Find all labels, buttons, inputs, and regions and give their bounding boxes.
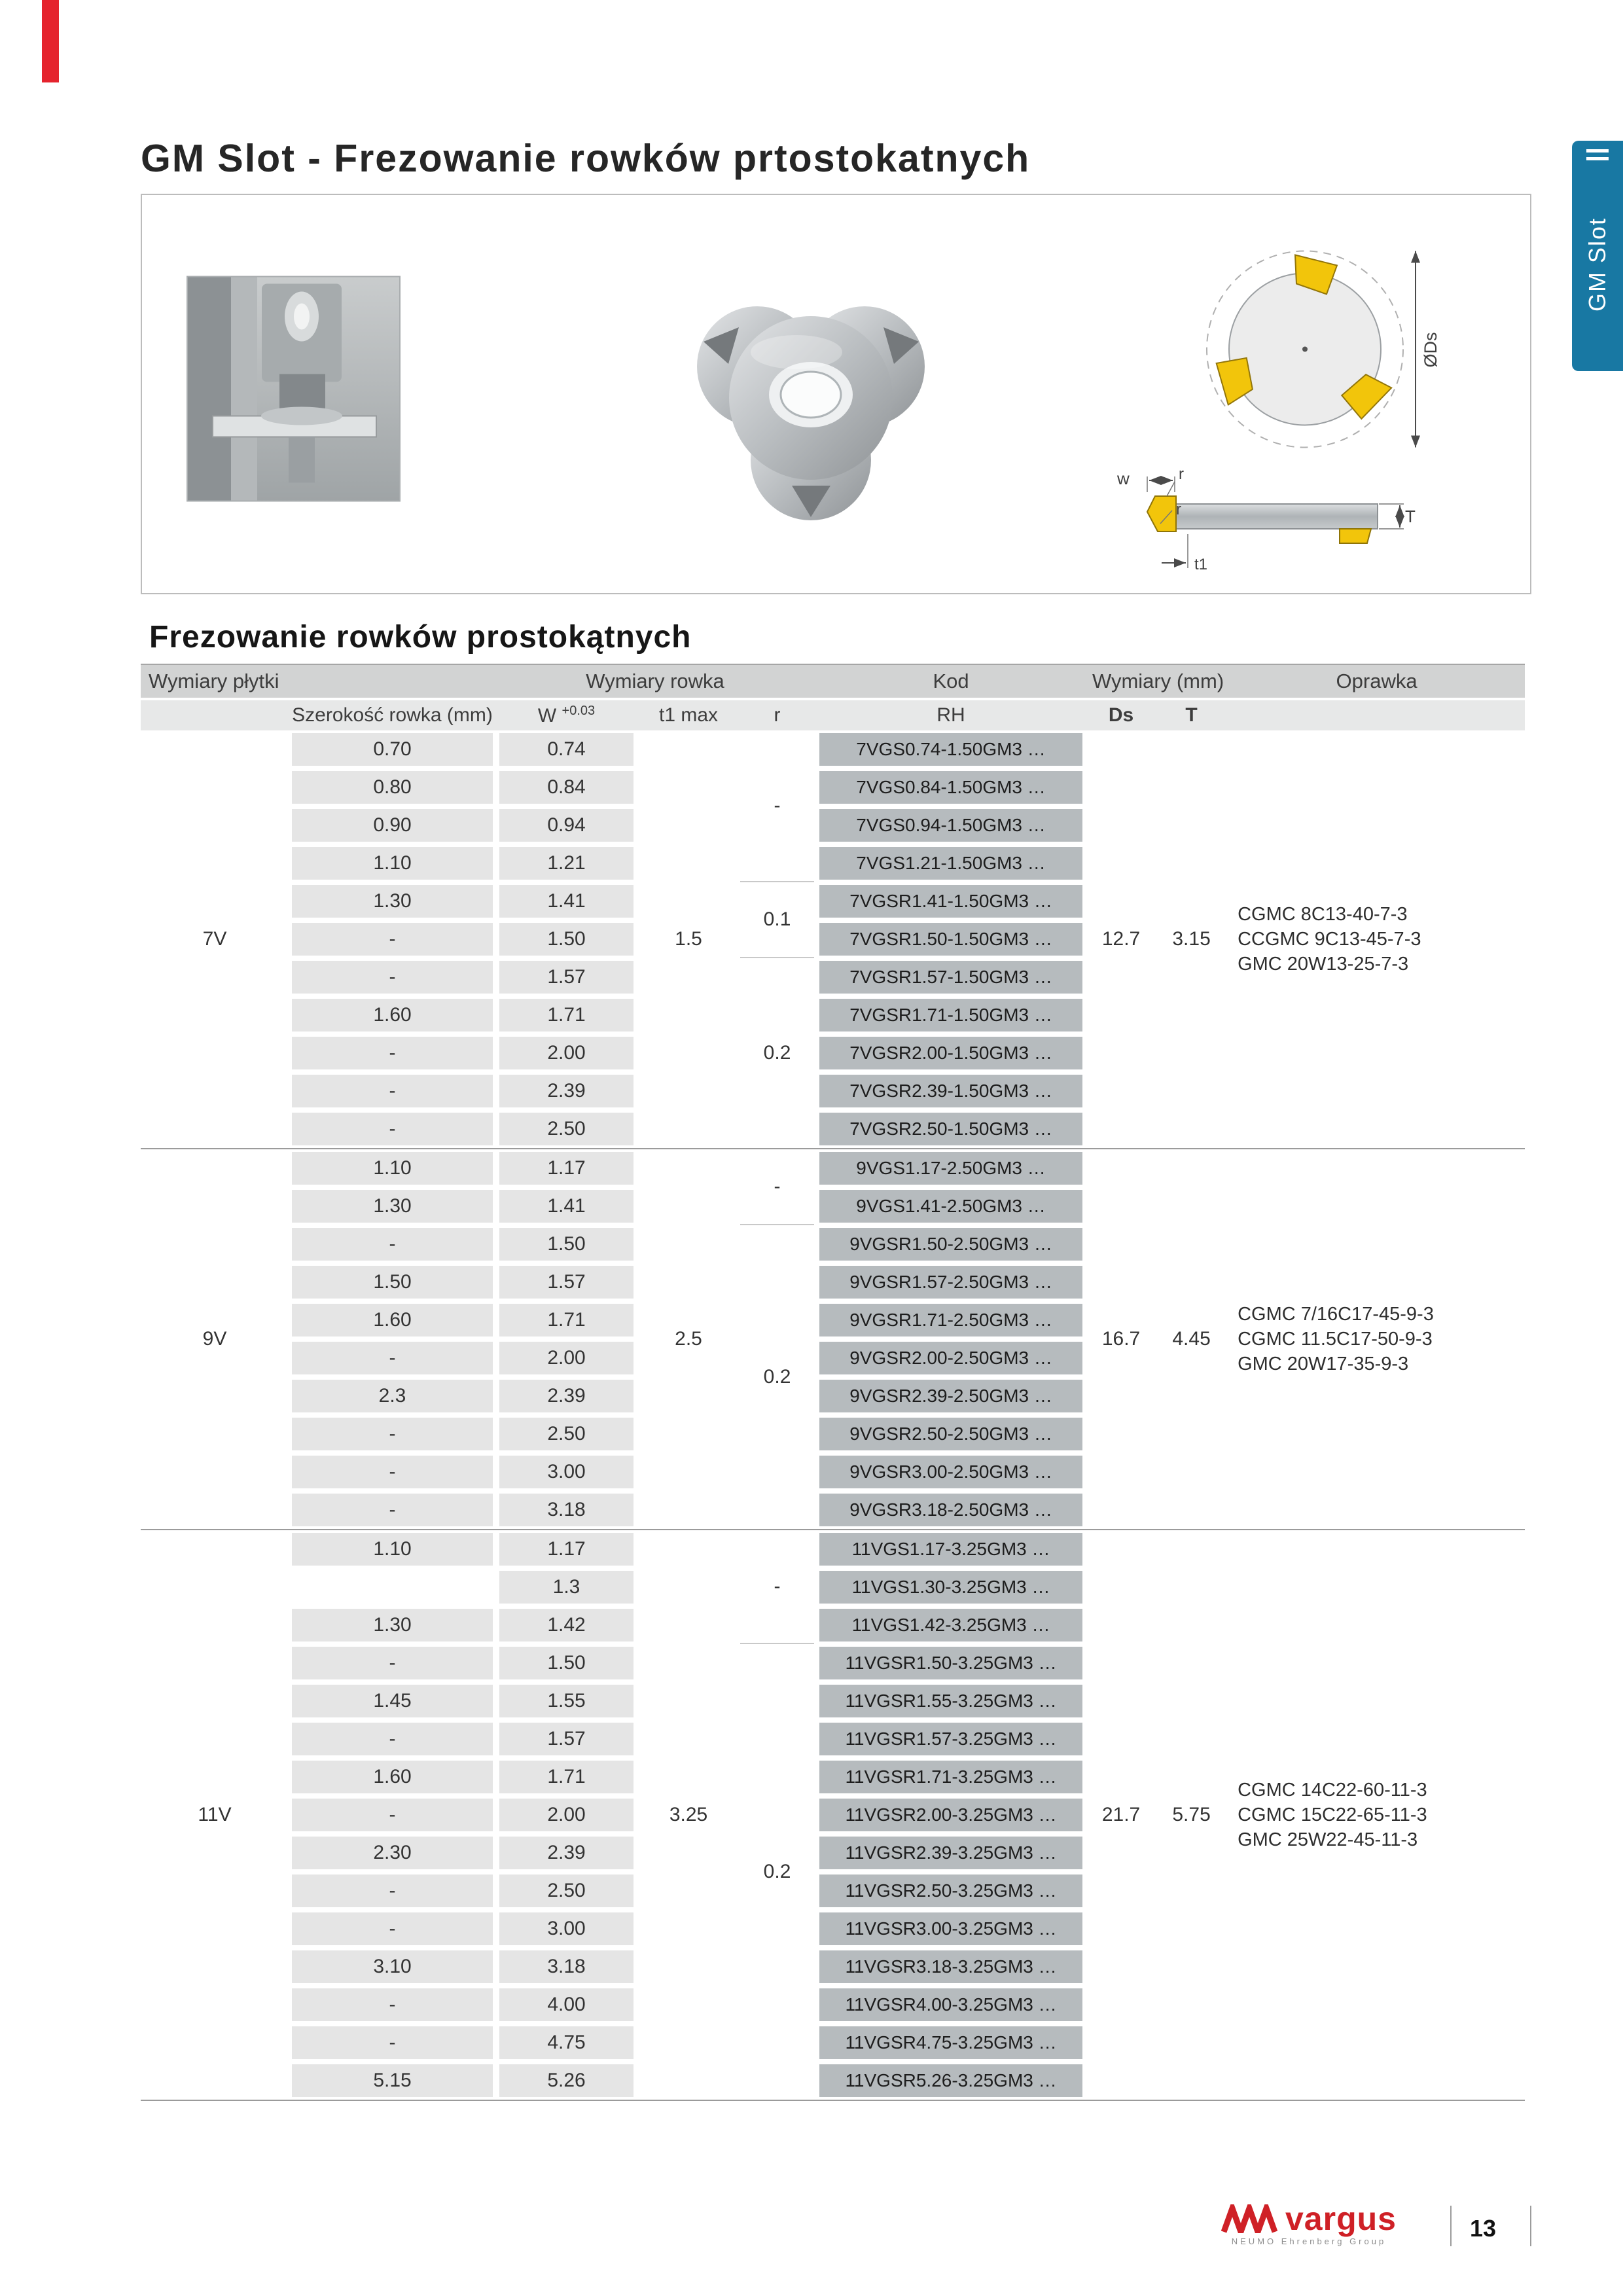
table-row <box>141 730 1525 768</box>
holder-code: CGMC 7/16C17-45-9-3 <box>1238 1303 1434 1325</box>
w-value: 1.50 <box>496 920 637 958</box>
footer-divider <box>1530 2206 1531 2246</box>
ds-value: 16.7 <box>1101 1328 1141 1350</box>
header-r: r <box>740 698 814 730</box>
code-value: 9VGSR2.50-2.50GM3 … <box>814 1415 1088 1453</box>
w-value: 3.18 <box>496 1948 637 1986</box>
ds-value: 21.7 <box>1101 1804 1141 1825</box>
szerokosc-value: 1.30 <box>289 1606 496 1644</box>
szerokosc-value: - <box>289 1225 496 1263</box>
szerokosc-value: 1.45 <box>289 1682 496 1720</box>
code-value: 9VGS1.17-2.50GM3 … <box>814 1149 1088 1187</box>
szerokosc-value: 0.90 <box>289 806 496 844</box>
code-value: 11VGSR5.26-3.25GM3 … <box>814 2062 1088 2100</box>
w-value: 1.17 <box>496 1149 637 1187</box>
group-label: 7V <box>202 928 227 950</box>
dim-label-ds: ØDs <box>1421 332 1440 368</box>
code-value: 7VGSR1.50-1.50GM3 … <box>814 920 1088 958</box>
szerokosc-value: - <box>289 1720 496 1758</box>
w-value: 1.41 <box>496 882 637 920</box>
header-row-groups <box>141 664 1525 698</box>
r-value: 0.2 <box>763 1861 791 1882</box>
t-value: 5.75 <box>1172 1804 1211 1825</box>
w-value: 1.57 <box>496 958 637 996</box>
code-value: 11VGS1.30-3.25GM3 … <box>814 1568 1088 1606</box>
r-value: 0.2 <box>763 1366 791 1388</box>
insert-left <box>1147 496 1176 531</box>
t1max-value: 3.25 <box>669 1804 708 1825</box>
code-value: 7VGS0.84-1.50GM3 … <box>814 768 1088 806</box>
code-value: 11VGSR2.00-3.25GM3 … <box>814 1796 1088 1834</box>
r-value: - <box>740 1149 814 1225</box>
red-corner-mark <box>42 0 59 82</box>
dim-label-w: w <box>1117 469 1130 488</box>
szerokosc-value: - <box>289 1872 496 1910</box>
holder-code: CGMC 11.5C17-50-9-3 <box>1238 1328 1433 1350</box>
spec-table <box>141 664 1525 2101</box>
header-w-tolerance: W $^{+0.03}$ <box>496 698 637 730</box>
footer-divider <box>1450 2206 1452 2246</box>
w-value: 2.50 <box>496 1415 637 1453</box>
brand-name: vargus <box>1285 2200 1397 2237</box>
section-title: Frezowanie rowków prostokątnych <box>149 620 692 655</box>
holder-code: CGMC 14C22-60-11-3 <box>1238 1779 1427 1801</box>
center-mark <box>1302 347 1308 352</box>
w-value: 5.26 <box>496 2062 637 2100</box>
code-value: 11VGSR3.00-3.25GM3 … <box>814 1910 1088 1948</box>
holder-code: CCGMC 9C13-45-7-3 <box>1238 928 1421 950</box>
w-value: 1.50 <box>496 1225 637 1263</box>
w-value: 2.39 <box>496 1834 637 1872</box>
w-value: 2.50 <box>496 1110 637 1148</box>
szerokosc-value: - <box>289 958 496 996</box>
szerokosc-value: - <box>289 1339 496 1377</box>
t1max-value: 1.5 <box>675 928 702 950</box>
page-number: 13 <box>1470 2215 1497 2242</box>
t1max-value: 2.5 <box>675 1328 702 1350</box>
side-tab-label: GM Slot <box>1584 217 1611 312</box>
szerokosc-value: 2.30 <box>289 1834 496 1872</box>
code-value: 11VGS1.17-3.25GM3 … <box>814 1530 1088 1568</box>
code-value: 11VGSR1.50-3.25GM3 … <box>814 1644 1088 1682</box>
figure-panel <box>141 194 1531 594</box>
holder-code: CGMC 15C22-65-11-3 <box>1238 1804 1427 1825</box>
w-value: 1.71 <box>496 1758 637 1796</box>
center-bore <box>781 372 841 418</box>
header-wymiary-mm: Wymiary (mm) <box>1088 664 1228 698</box>
szerokosc-value <box>289 1568 496 1606</box>
code-value: 9VGSR2.39-2.50GM3 … <box>814 1377 1088 1415</box>
szerokosc-value: 1.50 <box>289 1263 496 1301</box>
szerokosc-value: - <box>289 2024 496 2062</box>
szerokosc-value: - <box>289 1415 496 1453</box>
dim-label-t1: t1 <box>1194 556 1208 573</box>
w-value: 2.00 <box>496 1034 637 1072</box>
insert-group-7V <box>141 730 1525 1149</box>
szerokosc-value: 1.60 <box>289 1758 496 1796</box>
header-oprawka: Oprawka <box>1228 664 1525 698</box>
page-title: GM Slot - Frezowanie rowków prtostokatnych <box>141 137 1031 180</box>
holder-code: GMC 20W13-25-7-3 <box>1238 954 1409 975</box>
code-value: 11VGSR1.57-3.25GM3 … <box>814 1720 1088 1758</box>
szerokosc-value: 3.10 <box>289 1948 496 1986</box>
holder-codes <box>1228 1530 1525 2100</box>
w-value: 3.18 <box>496 1491 637 1529</box>
insert-group-9V <box>141 1149 1525 1530</box>
w-value: 2.00 <box>496 1796 637 1834</box>
header-wymiary-plytki: Wymiary płytki <box>141 664 496 698</box>
ds-value: 12.7 <box>1101 928 1141 950</box>
szerokosc-value: 1.60 <box>289 996 496 1034</box>
vargus-logo <box>1221 2200 1397 2246</box>
w-value: 1.57 <box>496 1720 637 1758</box>
code-value: 7VGSR2.39-1.50GM3 … <box>814 1072 1088 1110</box>
w-value: 3.00 <box>496 1910 637 1948</box>
szerokosc-value: 1.10 <box>289 1149 496 1187</box>
group-label: 11V <box>198 1804 232 1825</box>
w-value: 0.84 <box>496 768 637 806</box>
szerokosc-value: - <box>289 1644 496 1682</box>
header-row-columns <box>141 698 1525 730</box>
group-separator <box>141 2100 1525 2101</box>
szerokosc-value: 1.10 <box>289 844 496 882</box>
w-value: 4.00 <box>496 1986 637 2024</box>
header-szerokosc-rowka: Szerokość rowka (mm) <box>289 698 496 730</box>
szerokosc-value: 1.10 <box>289 1530 496 1568</box>
code-value: 7VGS0.94-1.50GM3 … <box>814 806 1088 844</box>
w-value: 1.55 <box>496 1682 637 1720</box>
szerokosc-value: 2.3 <box>289 1377 496 1415</box>
header-t: T <box>1154 698 1228 730</box>
code-value: 9VGSR2.00-2.50GM3 … <box>814 1339 1088 1377</box>
header-wymiary-rowka: Wymiary rowka <box>496 664 814 698</box>
szerokosc-value: - <box>289 1453 496 1491</box>
r-value: 0.1 <box>740 882 814 958</box>
code-value: 9VGS1.41-2.50GM3 … <box>814 1187 1088 1225</box>
w-value: 2.39 <box>496 1072 637 1110</box>
holder-code: GMC 20W17-35-9-3 <box>1238 1354 1409 1375</box>
group-separator-line <box>141 2100 1525 2101</box>
holder-codes <box>1228 1149 1525 1529</box>
w-value: 3.00 <box>496 1453 637 1491</box>
header-blank <box>141 698 289 730</box>
header-rh: RH <box>814 698 1088 730</box>
insert-group-11V <box>141 1530 1525 2101</box>
szerokosc-value: - <box>289 1910 496 1948</box>
r-value: 0.2 <box>763 1042 791 1064</box>
t-value: 4.45 <box>1172 1328 1211 1350</box>
dim-label-T: T <box>1405 507 1416 526</box>
dim-label-r-bottom: r <box>1176 501 1181 518</box>
szerokosc-value: 0.80 <box>289 768 496 806</box>
table-row <box>141 1530 1525 1568</box>
szerokosc-value: 1.30 <box>289 882 496 920</box>
w-value: 2.50 <box>496 1872 637 1910</box>
code-value: 9VGSR3.18-2.50GM3 … <box>814 1491 1088 1529</box>
code-value: 9VGSR1.50-2.50GM3 … <box>814 1225 1088 1263</box>
w-value: 1.57 <box>496 1263 637 1301</box>
w-value: 1.41 <box>496 1187 637 1225</box>
code-value: 11VGSR2.50-3.25GM3 … <box>814 1872 1088 1910</box>
vargus-zigzag-icon <box>1221 2204 1284 2233</box>
szerokosc-value: 0.70 <box>289 730 496 768</box>
r-value: - <box>740 1530 814 1644</box>
w-value: 1.42 <box>496 1606 637 1644</box>
cutter-render <box>666 274 957 526</box>
code-value: 11VGSR1.55-3.25GM3 … <box>814 1682 1088 1720</box>
code-value: 7VGS1.21-1.50GM3 … <box>814 844 1088 882</box>
w-value: 2.39 <box>496 1377 637 1415</box>
cutter-body-section <box>1175 504 1378 529</box>
szerokosc-value: - <box>289 1491 496 1529</box>
code-value: 11VGSR3.18-3.25GM3 … <box>814 1948 1088 1986</box>
code-value: 11VGSR4.75-3.25GM3 … <box>814 2024 1088 2062</box>
brand-subtitle: NEUMO Ehrenberg Group <box>1231 2236 1387 2246</box>
szerokosc-value: - <box>289 1034 496 1072</box>
header-t1-max: t1 max <box>637 698 740 730</box>
w-value: 1.3 <box>496 1568 637 1606</box>
dim-label-r-top: r <box>1179 465 1184 483</box>
code-value: 11VGSR4.00-3.25GM3 … <box>814 1986 1088 2024</box>
table-header <box>141 664 1525 730</box>
w-value: 0.74 <box>496 730 637 768</box>
w-value: 4.75 <box>496 2024 637 2062</box>
szerokosc-value: - <box>289 920 496 958</box>
code-value: 7VGSR2.50-1.50GM3 … <box>814 1110 1088 1148</box>
code-value: 7VGSR1.57-1.50GM3 … <box>814 958 1088 996</box>
table-row <box>141 1149 1525 1187</box>
szerokosc-value: - <box>289 1796 496 1834</box>
vargus-logo-row <box>1221 2200 1397 2237</box>
szerokosc-value: 1.60 <box>289 1301 496 1339</box>
w-value: 0.94 <box>496 806 637 844</box>
header-blank <box>1228 698 1525 730</box>
header-ds: Ds <box>1088 698 1154 730</box>
w-value: 1.17 <box>496 1530 637 1568</box>
code-value: 7VGSR1.71-1.50GM3 … <box>814 996 1088 1034</box>
group-label: 9V <box>202 1328 227 1350</box>
code-value: 11VGSR1.71-3.25GM3 … <box>814 1758 1088 1796</box>
w-value: 1.71 <box>496 1301 637 1339</box>
w-value: 1.21 <box>496 844 637 882</box>
code-value: 9VGSR1.71-2.50GM3 … <box>814 1301 1088 1339</box>
machine-photo <box>187 275 401 503</box>
r-value: - <box>740 730 814 882</box>
w-value: 1.71 <box>496 996 637 1034</box>
szerokosc-value: - <box>289 1072 496 1110</box>
code-value: 7VGS0.74-1.50GM3 … <box>814 730 1088 768</box>
cutter-top-view-diagram <box>1197 236 1446 463</box>
w-value: 2.00 <box>496 1339 637 1377</box>
szerokosc-value: 1.30 <box>289 1187 496 1225</box>
szerokosc-value: - <box>289 1986 496 2024</box>
code-value: 11VGS1.42-3.25GM3 … <box>814 1606 1088 1644</box>
szerokosc-value: - <box>289 1110 496 1148</box>
code-value: 9VGSR3.00-2.50GM3 … <box>814 1453 1088 1491</box>
t-value: 3.15 <box>1172 928 1211 950</box>
code-value: 7VGSR2.00-1.50GM3 … <box>814 1034 1088 1072</box>
holder-code: GMC 25W22-45-11-3 <box>1238 1829 1418 1851</box>
holder-codes <box>1228 730 1525 1148</box>
code-value: 7VGSR1.41-1.50GM3 … <box>814 882 1088 920</box>
code-value: 9VGSR1.57-2.50GM3 … <box>814 1263 1088 1301</box>
code-value: 11VGSR2.39-3.25GM3 … <box>814 1834 1088 1872</box>
header-kod: Kod <box>814 664 1088 698</box>
side-tab-gm-slot <box>1572 141 1623 371</box>
w-value: 1.50 <box>496 1644 637 1682</box>
holder-code: CGMC 8C13-40-7-3 <box>1238 903 1408 925</box>
cutter-profile-diagram <box>1109 456 1417 584</box>
insert-right <box>1340 529 1371 543</box>
szerokosc-value: 5.15 <box>289 2062 496 2100</box>
